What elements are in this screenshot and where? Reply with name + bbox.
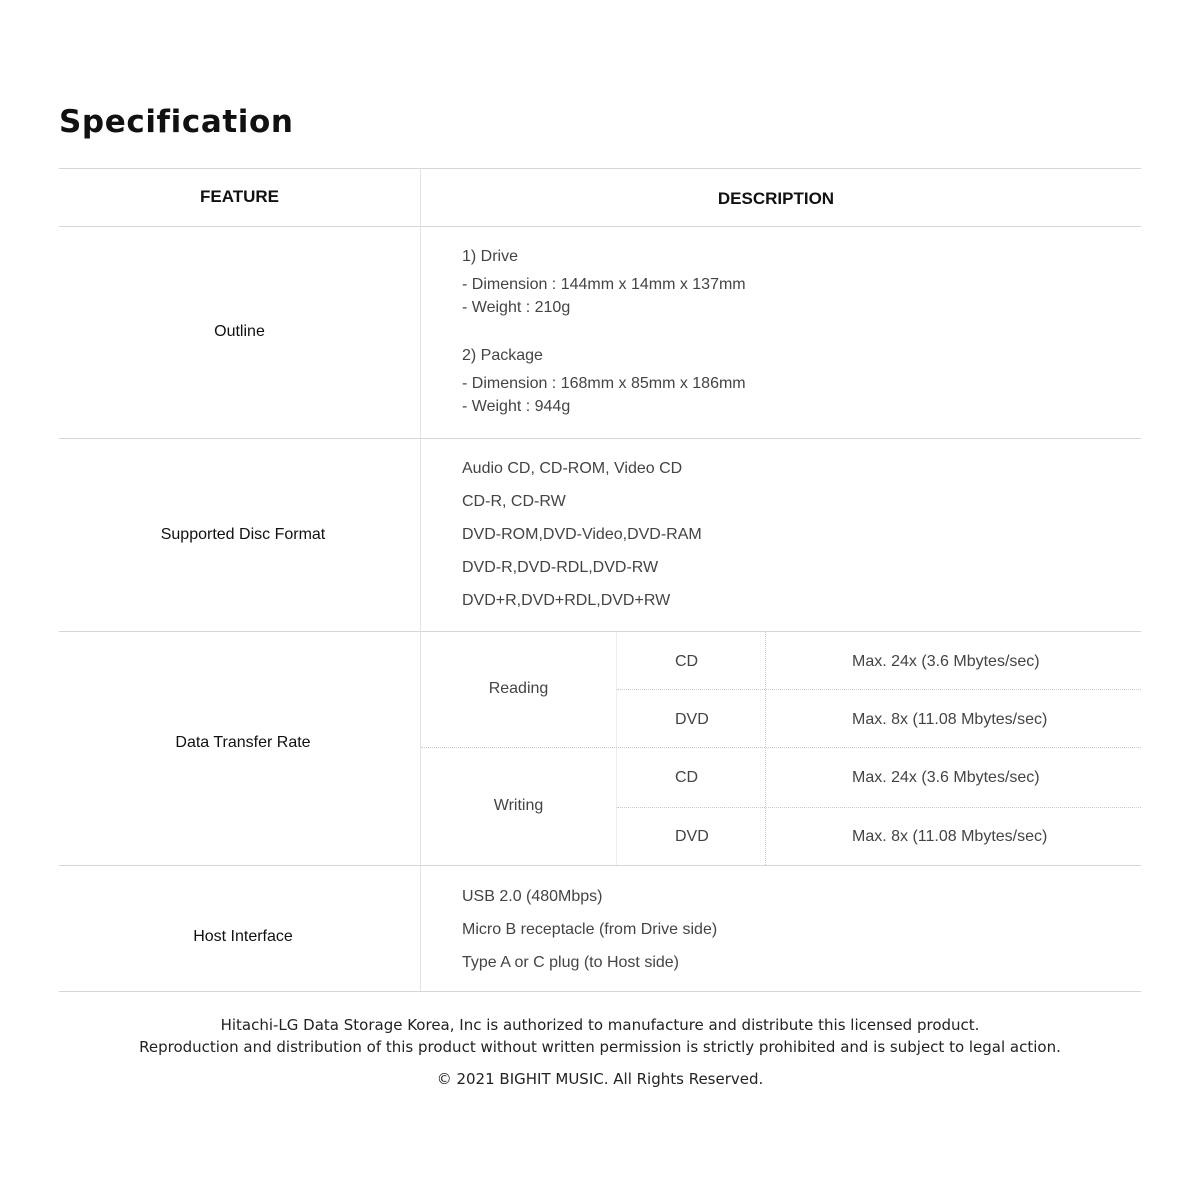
host-interface-line: USB 2.0 (480Mbps) [462, 888, 603, 905]
feature-transfer-rate: Data Transfer Rate [175, 734, 311, 751]
reading-label: Reading [488, 680, 549, 697]
footer-copyright: © 2021 BIGHIT MUSIC. All Rights Reserved. [436, 1070, 764, 1088]
reading-dvd-type: DVD [675, 711, 709, 728]
disc-format-line: DVD+R,DVD+RDL,DVD+RW [462, 592, 671, 609]
writing-cd-rate: Max. 24x (3.6 Mbytes/sec) [852, 769, 1040, 786]
feature-disc-format: Supported Disc Format [160, 526, 326, 543]
disc-format-line: DVD-ROM,DVD-Video,DVD-RAM [462, 526, 702, 543]
outline-line: 2) Package [462, 347, 543, 364]
writing-dvd-rate: Max. 8x (11.08 Mbytes/sec) [852, 828, 1048, 845]
footer-legal-line: Reproduction and distribution of this product without written permission is strictly prohibited and is subject to legal action. [139, 1038, 1061, 1056]
disc-format-line: DVD-R,DVD-RDL,DVD-RW [462, 559, 659, 576]
disc-format-line: CD-R, CD-RW [462, 493, 566, 510]
row-divider [59, 438, 1141, 439]
subrow-divider-dotted [617, 689, 1141, 690]
page-title: Specification [59, 104, 294, 140]
subcolumn-divider [616, 632, 617, 865]
feature-outline: Outline [214, 323, 265, 340]
table-bottom-border [59, 991, 1141, 992]
host-interface-line: Micro B receptacle (from Drive side) [462, 921, 718, 938]
header-feature: FEATURE [199, 187, 279, 206]
header-description: DESCRIPTION [717, 189, 835, 208]
writing-cd-type: CD [675, 769, 699, 786]
disc-format-line: Audio CD, CD-ROM, Video CD [462, 460, 683, 477]
footer-license-line: Hitachi-LG Data Storage Korea, Inc is authorized to manufacture and distribute this licensed product. [220, 1016, 980, 1034]
outline-line: - Weight : 944g [462, 398, 571, 415]
outline-line: - Dimension : 144mm x 14mm x 137mm [462, 276, 746, 293]
subrow-divider-dotted [617, 807, 1141, 808]
writing-label: Writing [493, 797, 544, 814]
subcolumn-divider-dotted [765, 632, 766, 865]
host-interface-line: Type A or C plug (to Host side) [462, 954, 679, 971]
column-divider [420, 168, 421, 991]
row-divider [59, 865, 1141, 866]
reading-cd-rate: Max. 24x (3.6 Mbytes/sec) [852, 653, 1040, 670]
outline-line: - Weight : 210g [462, 299, 571, 316]
row-divider [59, 631, 1141, 632]
feature-host-interface: Host Interface [193, 928, 293, 945]
reading-cd-type: CD [675, 653, 699, 670]
outline-line: - Dimension : 168mm x 85mm x 186mm [462, 375, 746, 392]
table-top-border [59, 168, 1141, 169]
row-divider [59, 226, 1141, 227]
reading-dvd-rate: Max. 8x (11.08 Mbytes/sec) [852, 711, 1048, 728]
outline-line: 1) Drive [462, 248, 519, 265]
subrow-divider-dotted [421, 747, 1141, 748]
writing-dvd-type: DVD [675, 828, 709, 845]
